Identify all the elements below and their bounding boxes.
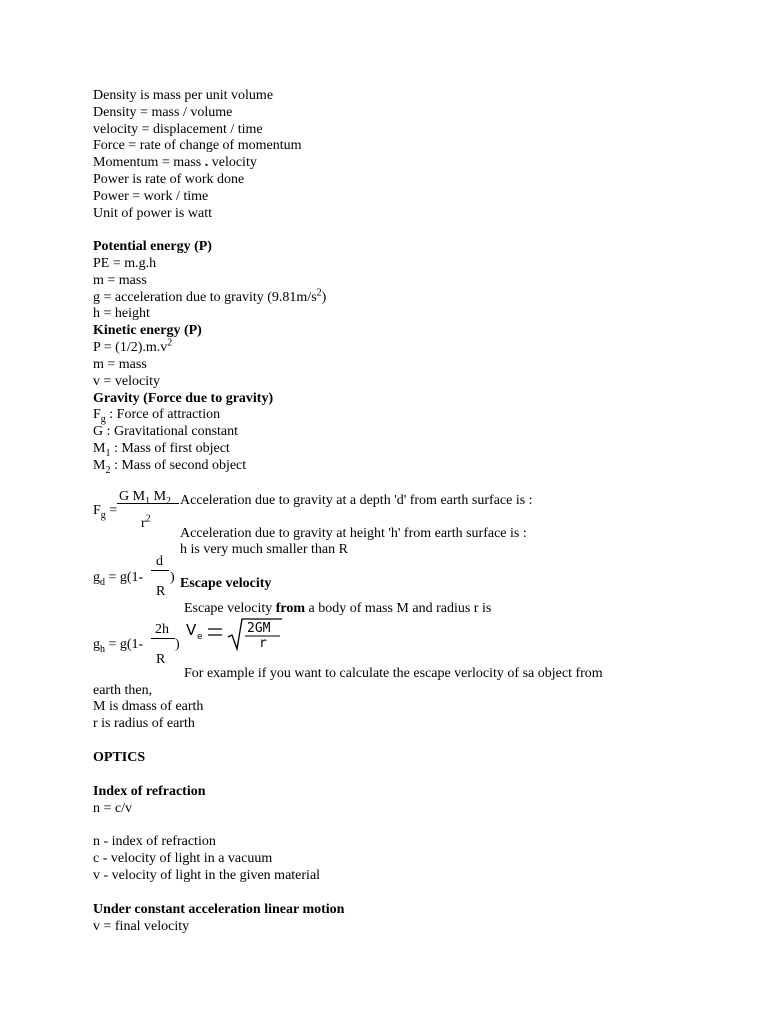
text-line [93,154,257,171]
text-line: r is radius of earth [93,716,195,731]
section-heading: OPTICS [93,750,146,765]
closing-paren: ) [170,570,175,585]
text-run: G M [119,489,146,504]
text-run: : Mass of first object [110,441,230,456]
text-line: PE = m.g.h [93,256,157,271]
subscript: h [100,643,105,655]
formula-lhs [93,502,117,519]
text-line: velocity = displacement / time [93,122,263,137]
text-line: n = c/v [93,801,132,816]
section-heading: Gravity (Force due to gravity) [93,391,274,406]
text-run: = g(1- [105,637,144,652]
text-run: from [275,601,306,616]
subscript: 1 [145,495,151,507]
text-run: : Mass of second object [110,458,247,473]
formula-lhs [93,569,143,586]
text-line: Unit of power is watt [93,206,212,221]
text-run: Escape velocity [184,601,276,616]
text-line: c - velocity of light in a vacuum [93,851,273,866]
depth-description: Acceleration due to gravity at a depth 'd' from earth surface is : [180,493,533,508]
formula-lhs [93,636,143,653]
escape-velocity-formula [184,615,284,655]
text-run: velocity [211,155,257,170]
text-line: earth then, [93,683,153,698]
subscript: g [100,413,106,425]
fraction-denominator [141,515,151,532]
symbol: F [93,407,101,422]
fraction-bar [151,570,169,571]
symbol: M [93,441,106,456]
formula-subscript: e [197,632,203,642]
text-line: G : Gravitational constant [93,424,239,439]
symbol: g [93,637,100,652]
text-line: Power is rate of work done [93,172,245,187]
text-line [93,289,326,306]
section-heading: Escape velocity [180,576,272,591]
example-text: For example if you want to calculate the escape verlocity of sa object from [184,666,603,681]
text-line: Force = rate of change of momentum [93,138,302,153]
text-line [93,339,172,356]
subscript: d [100,576,105,588]
text-line: v = velocity [93,374,160,389]
text-line [93,457,246,474]
height-note: h is very much smaller than R [180,542,348,557]
subscript: 1 [105,447,111,459]
text-line: M is dmass of earth [93,699,204,714]
height-description: Acceleration due to gravity at height 'h' from earth surface is : [180,526,527,541]
text-run: P = (1/2).m.v [93,340,168,355]
section-heading: Index of refraction [93,784,206,799]
fraction-numerator: d [156,554,163,569]
closing-paren: ) [175,637,180,652]
symbol: g [93,570,100,585]
text-line: Density is mass per unit volume [93,88,274,103]
symbol: F [93,503,101,518]
text-line [93,440,230,457]
text-line: n - index of refraction [93,834,216,849]
subscript: g [100,509,106,521]
fraction-denominator: R [156,652,166,667]
text-run: = [105,503,118,518]
text-run: ) [321,290,327,305]
fraction-bar [117,503,179,504]
text-run: Momentum = mass [93,155,202,170]
symbol: M [93,458,106,473]
symbol: r [141,516,146,531]
text-line [93,406,220,423]
text-line: h = height [93,306,150,321]
superscript: 2 [167,337,173,349]
superscript: 2 [145,513,151,525]
text-line: v = final velocity [93,919,190,934]
radical-denominator: r [259,636,267,651]
fraction-bar [151,638,175,639]
text-line: Power = work / time [93,189,209,204]
text-run: M [150,489,167,504]
fraction-numerator: 2h [155,622,169,637]
fraction-denominator: R [156,584,166,599]
dot-operator: . [204,155,209,170]
section-heading: Kinetic energy (P) [93,323,202,338]
subscript: 2 [166,495,172,507]
superscript: 2 [316,287,322,299]
subscript: 2 [105,464,111,476]
text-line: Density = mass / volume [93,105,233,120]
text-line: m = mass [93,273,147,288]
radical-numerator: 2GM [247,621,271,636]
text-run: g = acceleration due to gravity (9.81m/s [93,290,317,305]
text-line: v - velocity of light in the given material [93,868,321,883]
text-line: m = mass [93,357,147,372]
formula-symbol: V [186,621,197,639]
section-heading: Under constant acceleration linear motion [93,902,345,917]
section-heading: Potential energy (P) [93,239,212,254]
text-run: a body of mass M and radius r is [305,601,492,616]
text-run: = g(1- [105,570,144,585]
text-run: : Force of attraction [109,407,221,422]
